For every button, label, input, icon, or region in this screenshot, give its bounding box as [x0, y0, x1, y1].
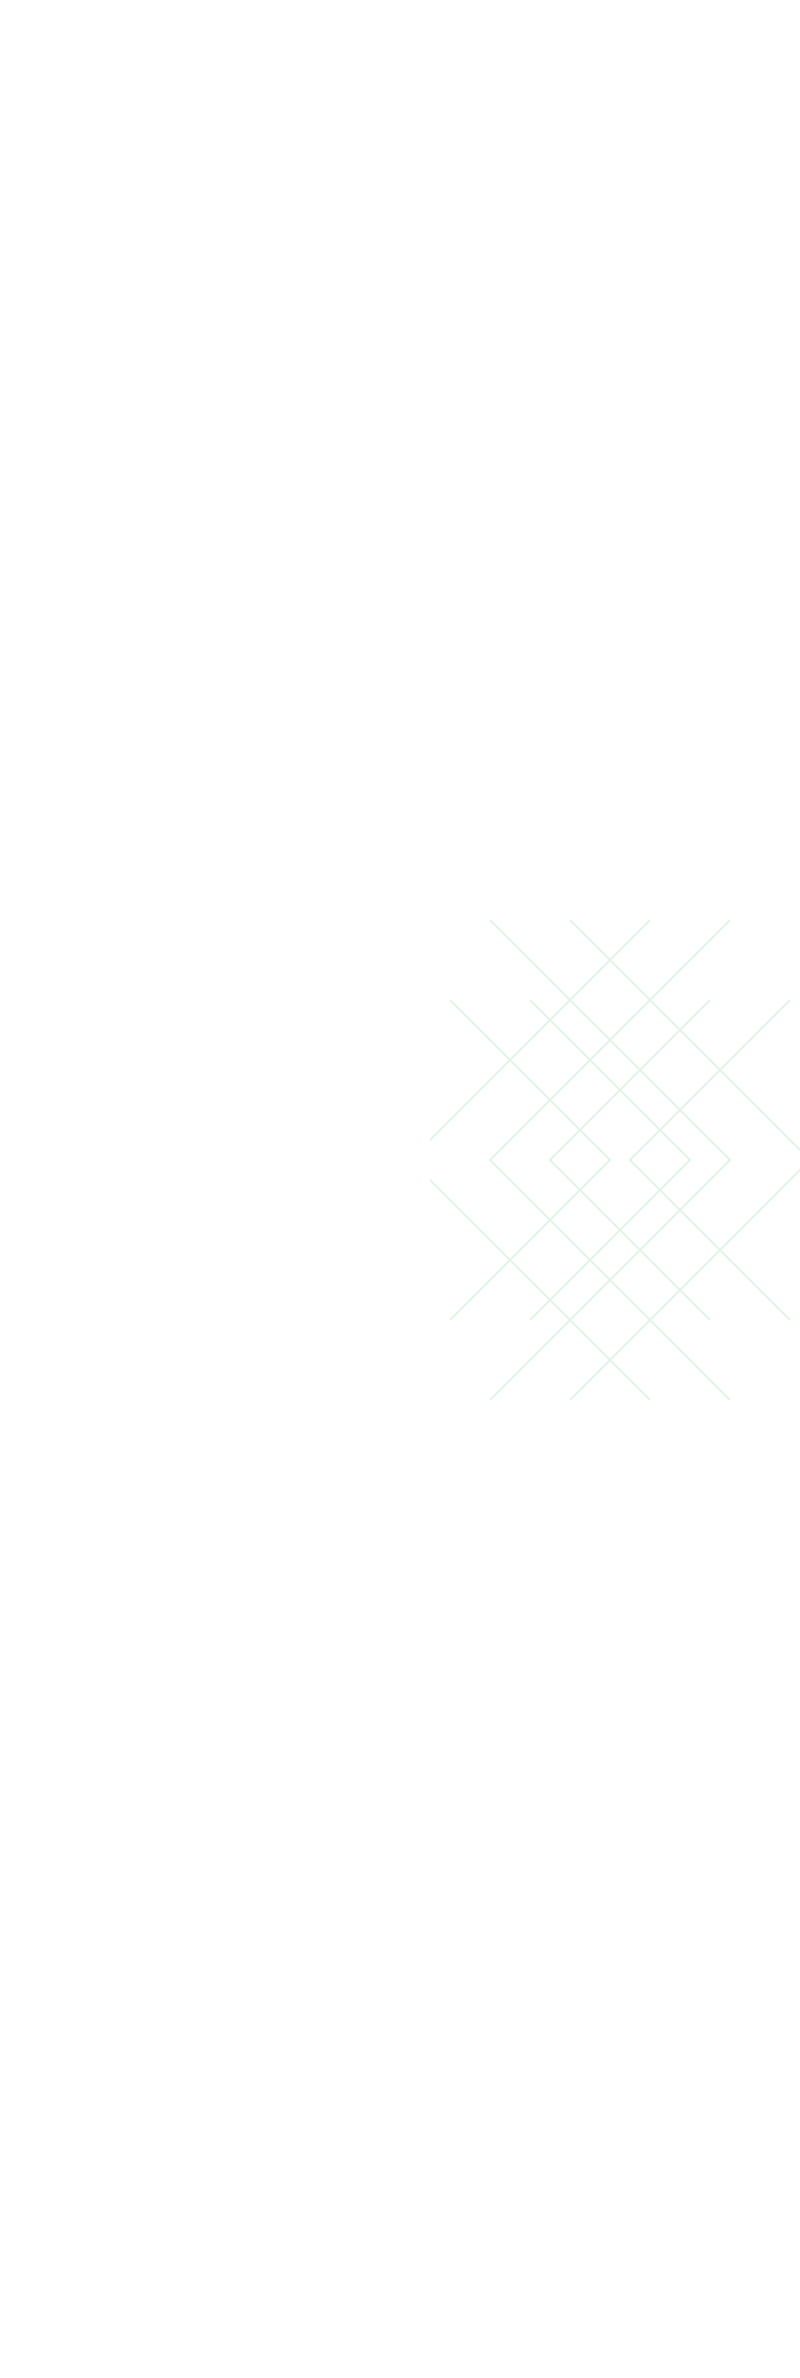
watermark-lattice	[430, 880, 800, 1440]
